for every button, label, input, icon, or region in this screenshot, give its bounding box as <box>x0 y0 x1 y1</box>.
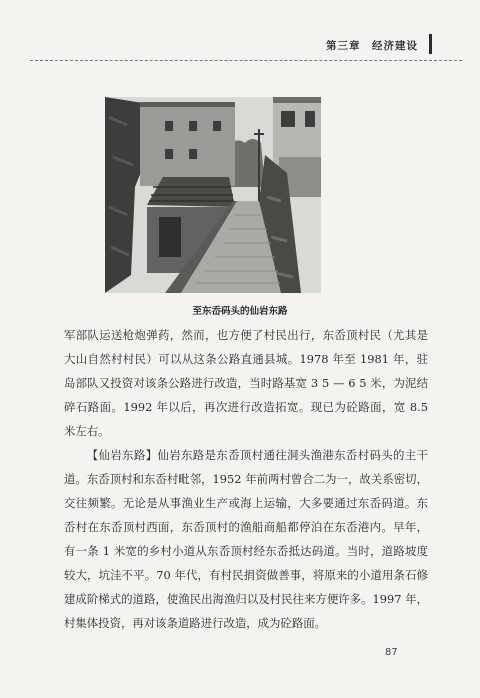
header-bar <box>429 34 432 54</box>
page-number: 87 <box>385 647 398 658</box>
header-divider <box>30 60 462 61</box>
chapter-header: 第三章 经济建设 <box>326 40 418 52</box>
figure-caption: 至东岙码头的仙岩东路 <box>192 306 288 317</box>
body-text <box>64 323 428 635</box>
road-photo <box>105 97 321 293</box>
paragraph: 【仙岩东路】仙岩东路是东岙顶村通往洞头渔港东岙村码头的主干道。东岙顶村和东岙村毗邻，1952 年前两村曾合二为一，故关系密切，交往频繁。无论是从事渔业生产或海上运输，大多要通过东岙码道。东岙村在东岙顶村西面，东岙顶村的渔船商船都停泊在东岙港内。早年，有一条 1 米宽的乡村小道从东岙顶村经东岙抵达码道。当时，道路坡度较大，坑洼不平。70 年代，有村民捐资做善事，将原来的小道用条石修建成阶梯式的道路，使渔民出海渔归以及村民往来方便许多。1997 年，村集体投资，再对该条道路进行改造，成为砼路面。 <box>64 448 428 630</box>
paragraph: 军部队运送枪炮弹药，然而，也方便了村民出行，东岙顶村民（尤其是大山自然村村民）可以从这条公路直通县城。1978 年至 1981 年，驻岛部队又投资对该条公路进行改造，当时路基宽 3 5 — 6 5 米，为泥结碎石路面。1992 年以后，再次进行改造拓宽。现已为砼路面，宽 8.5 米左右。 <box>64 328 428 438</box>
